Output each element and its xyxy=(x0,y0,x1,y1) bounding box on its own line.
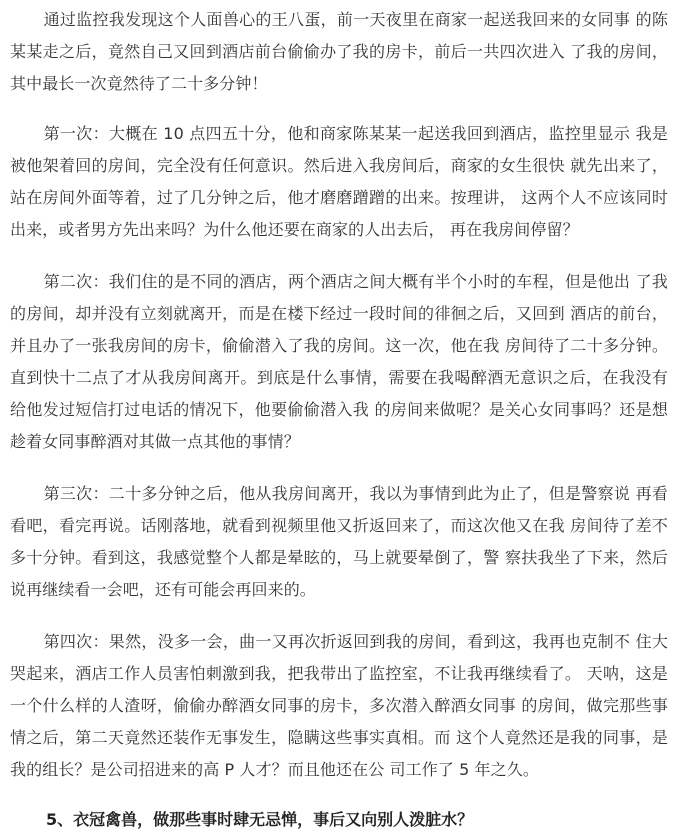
paragraph-third-entry: 第三次：二十多分钟之后，他从我房间离开，我以为事情到此为止了，但是警察说 再看看吧，看完再说。话刚落地，就看到视频里他又折返回来了，而这次他又在我 房间待了差不多十分钟。看到这，我感觉整个人都是晕眩的，马上就要晕倒了，警 察扶我坐了下来，然后说再继续看一会吧，还有可能会再回来的。 xyxy=(10,484,668,599)
section-heading: 5、衣冠禽兽，做那些事时肆无忌惮，事后又向别人泼脏水？ xyxy=(46,810,474,829)
paragraph-second-entry: 第二次：我们住的是不同的酒店，两个酒店之间大概有半个小时的车程，但是他出 了我的房间，却并没有立刻就离开，而是在楼下经过一段时间的徘徊之后，又回到 酒店的前台，并且办了一张我房间的房卡，偷偷潜入了我的房间。这一次，他在我 房间待了二十多分钟。直到快十二点了才从我房间离开。到底是什么事情，需要在我喝醉酒无意识之后，在我没有给他发过短信打过电话的情况下，他要偷偷潜入我 的房间来做呢？是关心女同事吗？还是想趁着女同事醉酒对其做一点其他的事情？ xyxy=(10,272,668,451)
article-body xyxy=(10,4,668,836)
paragraph-fourth-entry: 第四次：果然，没多一会，曲一又再次折返回到我的房间，看到这，我再也克制不 住大哭起来，酒店工作人员害怕刺激到我，把我带出了监控室，不让我再继续看了。 天呐，这是一个什么样的人渣呀，偷偷办醉酒女同事的房卡，多次潜入醉酒女同事 的房间，做完那些事情之后，第二天竟然还装作无事发生，隐瞒这些事实真相。而 这个人竟然还是我的同事，是我的组长？是公司招进来的高 P 人才？而且他还在公 司工作了 5 年之久。 xyxy=(10,632,668,779)
paragraph-first-entry: 第一次：大概在 10 点四五十分，他和商家陈某某一起送我回到酒店，监控里显示 我是被他架着回的房间，完全没有任何意识。然后进入我房间后，商家的女生很快 就先出来了，站在房间外面等着，过了几分钟之后，他才磨磨蹭蹭的出来。按理讲， 这两个人不应该同时出来，或者男方先出来吗？为什么他还要在商家的人出去后， 再在我房间停留？ xyxy=(10,124,668,239)
paragraph-intro: 通过监控我发现这个人面兽心的王八蛋，前一天夜里在商家一起送我回来的女同事 的陈某某走之后，竟然自己又回到酒店前台偷偷办了我的房卡，前后一共四次进入 了我的房间，其中最长一次竟然待了二十多分钟！ xyxy=(10,10,668,93)
